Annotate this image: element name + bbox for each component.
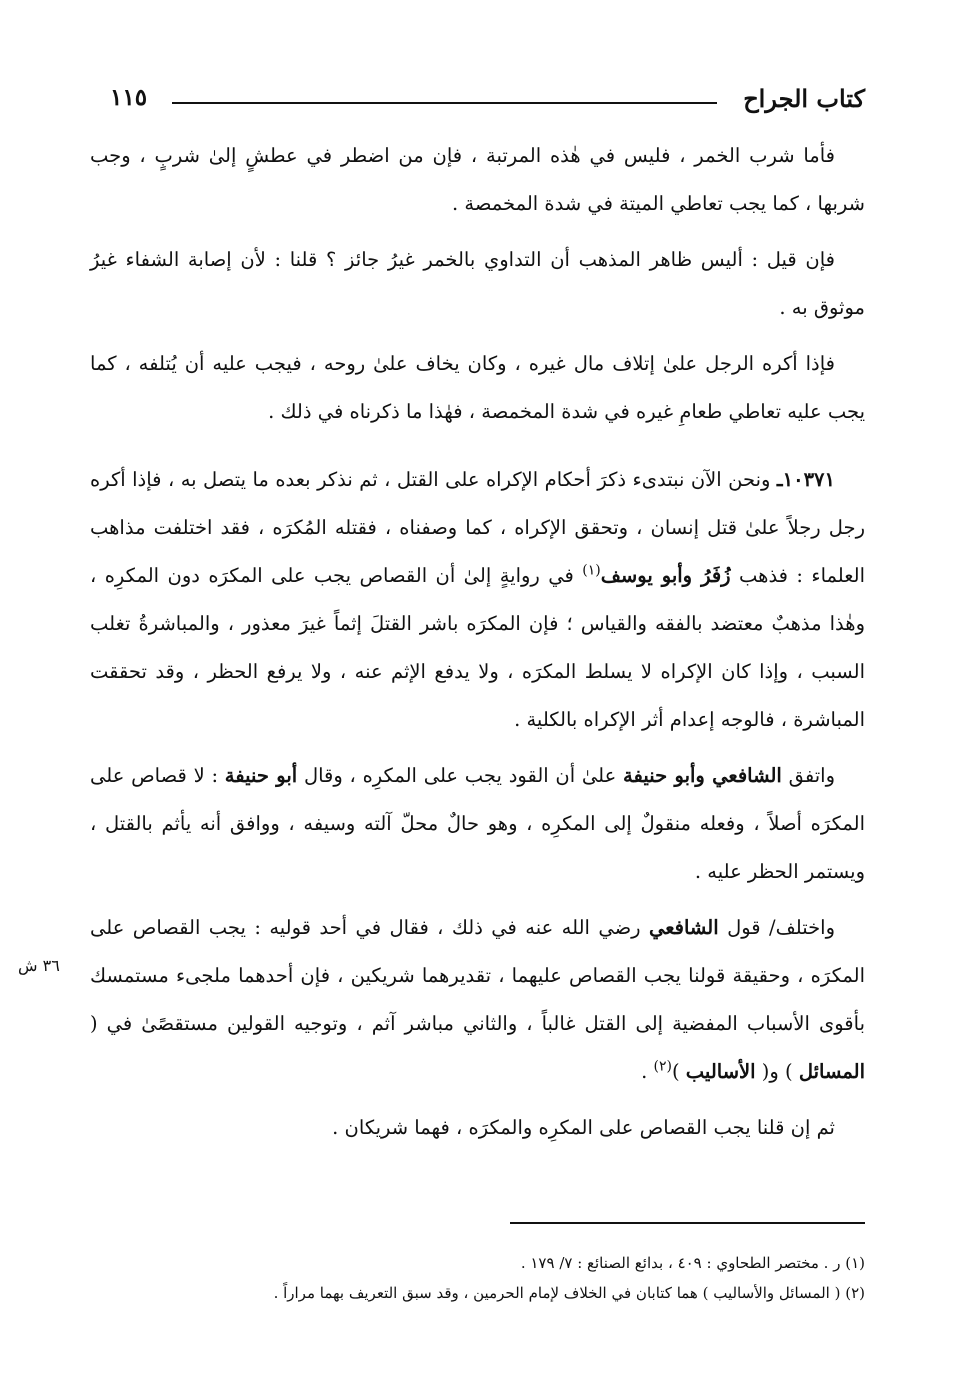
page-number: ١١٥ — [110, 84, 148, 111]
footnote-1: (١) ر . مختصر الطحاوي : ٤٠٩ ، بدائع الصنائع : ٧/ ١٧٩ . — [520, 1254, 865, 1272]
running-header — [110, 78, 865, 118]
paragraph-6-text-a: واختلف/ قول — [727, 916, 836, 939]
paragraph-4-text-a: ونحن الآن نبتدىء ذكرَ أحكام الإكراه على القتل ، ثم نذكر بعده ما يتصل به ، فإذا أكره رجل رجلاً علىٰ قتل إنسان ، وتحقق الإكراه ، كما وصفناه ، فقتله المُكرَه ، فقد اختلفت مذاهب العلماء : فذهب — [90, 468, 866, 587]
paragraph-6-text-c: ) و( — [761, 1060, 793, 1083]
paragraph-5 — [90, 752, 865, 896]
paragraph-6 — [90, 904, 865, 1096]
manuscript-folio-note: ٣٦ ش — [18, 956, 60, 975]
paragraph-2: فإن قيل : أليس ظاهر المذهب أن التداوي بالخمر غيرُ جائز ؟ قلنا : لأن إصابة الشفاء غيرُ موثوق به . — [90, 248, 865, 319]
footnotes — [90, 1248, 865, 1308]
paragraph-7: ثم إن قلنا يجب القصاص على المكرِه والمكرَه ، فهما شريكان . — [332, 1116, 835, 1139]
paragraph-6-text-b: رضي الله عنه في ذلك ، فقال في أحد قوليه : يجب القصاص على المكرَه ، وحقيقة قولنا يجب القصاص عليهما ، تقديرهما شريكين ، فإن أحدهما ملجىء مستمسك بأقوى الأسباب المفضية إلى القتل غالباً ، والثاني مباشر آثم ، وتوجيه القولين مستقصًىٰ في ( — [90, 916, 865, 1035]
paragraph-5-text-b: علىٰ أن القود يجب على المكرِه ، وقال — [303, 764, 617, 787]
paragraph-3: فإذا أكره الرجل علىٰ إتلاف مال غيره ، وكان يخاف علىٰ روحه ، فيجب عليه أن يُتلفه ، كما يجب عليه تعاطي طعامِ غيره في شدة المخمصة ، فهٰذا ما ذكرناه في ذلك . — [90, 352, 865, 423]
main-text — [90, 132, 865, 1160]
book-title-asalib: الأساليب — [685, 1060, 756, 1083]
scholar-name-abu-hanifa: أبو حنيفة — [224, 764, 298, 787]
paragraph-4-text-b: في روايةٍ إلىٰ أن القصاص يجب على المكرَه دون المكرِه ، وهٰذا مذهبٌ معتضد بالفقه والقياس ؛ فإن المكرَه باشر القتلَ إثماً غيرَ معذور ، والمباشرةُ تغلب السبب ، وإذا كان الإكراه لا يسلط المكرَه ، ولا يدفع الإثم عنه ، ولا يرفع الحظر ، وقد تحققت المباشرة ، فالوجه إعدام أثر الإكراه بالكلية . — [90, 564, 865, 731]
paragraph-6-text-e: . — [641, 1060, 648, 1083]
footnote-ref-2[interactable]: (٢) — [653, 1058, 672, 1075]
footnote-2: (٢) ( المسائل والأساليب ) هما كتابان في الخلاف لإمام الحرمين ، وقد سبق التعريف بهما مراراً . — [273, 1284, 865, 1302]
paragraph-4 — [90, 456, 865, 744]
footnote-separator — [510, 1222, 865, 1224]
section-number: ١٠٣٧١ـ — [776, 468, 836, 491]
header-rule — [172, 102, 717, 104]
scholar-name-shafii: الشافعي — [648, 916, 719, 939]
paragraph-6-text-d: ) — [671, 1060, 680, 1083]
paragraph-1: فأما شرب الخمر ، فليس في هٰذه المرتبة ، فإن من اضطر في عطشٍ إلىٰ شربٍ ، وجب شربها ، كما يجب تعاطي الميتة في شدة المخمصة . — [90, 144, 865, 215]
paragraph-5-text-a: واتفق — [788, 764, 835, 787]
book-title-masail: المسائل — [798, 1060, 865, 1083]
paragraph-5-text-c: : لا قصاص على المكرَه أصلاً ، وفعله منقولٌ إلى المكرِه ، وهو حالٌ محلّ آلته وسيفه ، ووافق أنه يأثم بالقتل ، ويستمر الحظر عليه . — [90, 764, 865, 883]
scholar-names-2: الشافعي وأبو حنيفة — [623, 764, 782, 787]
scholar-names: زُفَرُ وأبو يوسف — [600, 564, 731, 587]
footnote-ref-1[interactable]: (١) — [582, 562, 601, 579]
chapter-title: كتاب الجراح — [743, 84, 865, 113]
